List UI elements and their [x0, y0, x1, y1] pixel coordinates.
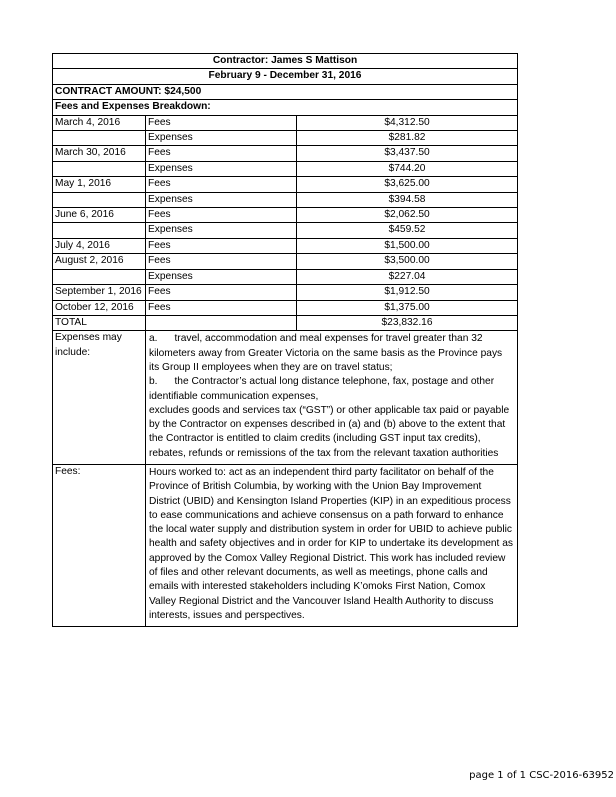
fees-expenses-table [52, 53, 518, 627]
table-row [53, 115, 518, 130]
expenses-section-row [53, 331, 518, 465]
row-date: June 6, 2016 [53, 208, 146, 223]
table-row [53, 300, 518, 315]
table-row [53, 285, 518, 300]
expenses-gst-note: excludes goods and services tax (“GST”) or other applicable tax paid or payable by the Contractor on expenses described in (a) and (b) above to the extent that the Contractor is entitled to claim credits (including GST input tax credits), rebates, refunds or remissions of the tax from the relevant taxation authorities [149, 404, 510, 459]
row-amount: $3,625.00 [297, 177, 518, 192]
row-amount: $1,912.50 [297, 285, 518, 300]
table-row [53, 177, 518, 192]
row-type: Expenses [146, 131, 297, 146]
row-date: March 4, 2016 [53, 115, 146, 130]
table-row [53, 146, 518, 161]
expenses-item-a: a. travel, accommodation and meal expenses for travel greater than 32 kilometers away from Greater Victoria on the same basis as the Province pays its Group II employees when they are on travel status; [149, 333, 503, 373]
row-date [53, 192, 146, 207]
row-amount: $4,312.50 [297, 115, 518, 130]
row-amount: $744.20 [297, 161, 518, 176]
fees-text: Hours worked to: act as an independent third party facilitator on behalf of the Province of British Columbia, by working with the Union Bay Improvement District (UBID) and Kensington Island Properties (KIP) in an expeditious process to ease communications and achieve consensus on a path forward to enhance the local water supply and distribution system in order for UBID to achieve public health and safety objectives and in order for KIP to undertake its development as approved by the Comox Valley Regional District. This work has included review of files and other relevant documents, as well as meetings, phone calls and emails with interested stakeholders including K’omoks First Nation, Comox Valley Regional District and the Vancouver Island Health Authority to discuss interests, issues and perspectives. [149, 466, 513, 621]
row-amount: $394.58 [297, 192, 518, 207]
row-type: Fees [146, 254, 297, 269]
row-type: Expenses [146, 161, 297, 176]
row-date [53, 131, 146, 146]
table-row [53, 192, 518, 207]
row-type: Fees [146, 285, 297, 300]
expenses-label: Expenses may include: [53, 331, 146, 465]
row-date: July 4, 2016 [53, 238, 146, 253]
row-amount: $1,375.00 [297, 300, 518, 315]
table-row [53, 238, 518, 253]
total-spacer [146, 315, 297, 330]
total-row [53, 315, 518, 330]
row-type: Expenses [146, 223, 297, 238]
expenses-description [146, 331, 518, 465]
row-type: Fees [146, 177, 297, 192]
row-amount: $2,062.50 [297, 208, 518, 223]
row-type: Fees [146, 115, 297, 130]
row-type: Expenses [146, 269, 297, 284]
row-type: Expenses [146, 192, 297, 207]
row-date: May 1, 2016 [53, 177, 146, 192]
fees-section-row [53, 464, 518, 626]
page-footer: page 1 of 1 CSC-2016-63952 [469, 770, 614, 781]
row-amount: $281.82 [297, 131, 518, 146]
table-row [53, 161, 518, 176]
contract-period: February 9 - December 31, 2016 [53, 69, 518, 84]
total-label: TOTAL [53, 315, 146, 330]
period-row [53, 69, 518, 84]
row-date [53, 269, 146, 284]
row-amount: $3,500.00 [297, 254, 518, 269]
breakdown-title: Fees and Expenses Breakdown: [53, 100, 518, 115]
row-amount: $459.52 [297, 223, 518, 238]
breakdown-title-row [53, 100, 518, 115]
contract-amount-row [53, 84, 518, 99]
row-amount: $227.04 [297, 269, 518, 284]
table-row [53, 208, 518, 223]
row-date: March 30, 2016 [53, 146, 146, 161]
contract-amount: CONTRACT AMOUNT: $24,500 [53, 84, 518, 99]
expenses-item-b: b. the Contractor’s actual long distance telephone, fax, postage and other identifiable communication expenses, [149, 376, 495, 402]
contractor-row [53, 54, 518, 69]
fees-label: Fees: [53, 464, 146, 626]
row-date: October 12, 2016 [53, 300, 146, 315]
row-date: August 2, 2016 [53, 254, 146, 269]
row-date [53, 223, 146, 238]
table-row [53, 131, 518, 146]
row-type: Fees [146, 300, 297, 315]
table-row [53, 269, 518, 284]
row-type: Fees [146, 208, 297, 223]
row-amount: $3,437.50 [297, 146, 518, 161]
row-type: Fees [146, 146, 297, 161]
contractor-name: Contractor: James S Mattison [53, 54, 518, 69]
row-date: September 1, 2016 [53, 285, 146, 300]
total-amount: $23,832.16 [297, 315, 518, 330]
table-row [53, 254, 518, 269]
row-amount: $1,500.00 [297, 238, 518, 253]
table-row [53, 223, 518, 238]
fees-description [146, 464, 518, 626]
row-date [53, 161, 146, 176]
row-type: Fees [146, 238, 297, 253]
